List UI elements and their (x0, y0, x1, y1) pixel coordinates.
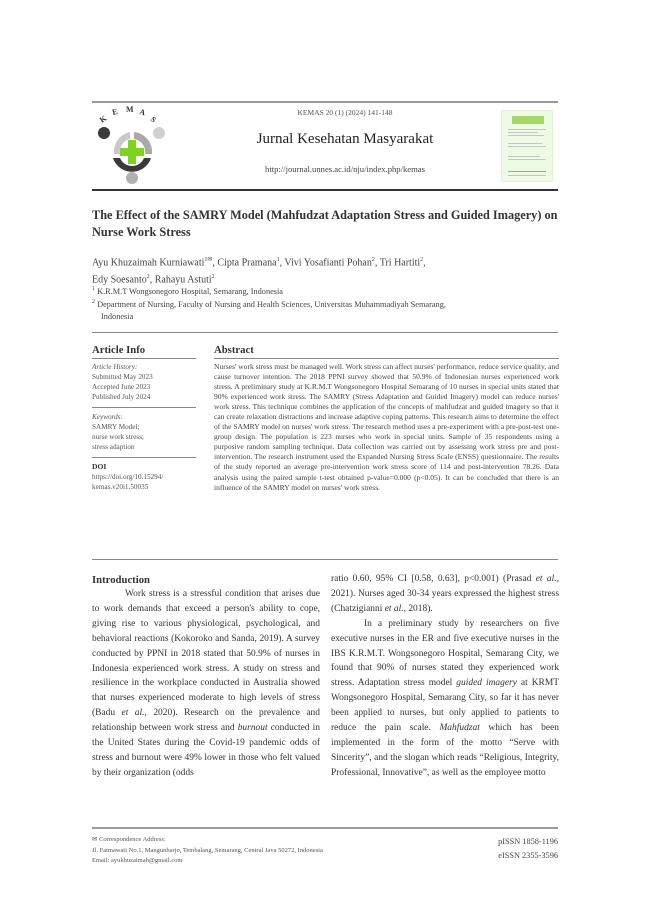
correspondence-address: Jl. Fatmawati No.1, Mangunharjo, Tembalang, Semarang, Central Java 50272, Indonesia (92, 846, 323, 854)
journal-cover-thumbnail (501, 110, 553, 182)
text-run: conducted in the United States during the Covid-19 pandemic odds of stress and burnout were 49% lower in those who felt valued by their organization (odds (92, 723, 320, 778)
doi-link[interactable]: https://doi.org/10.15294/ (92, 473, 164, 481)
text-run: , 2018). (403, 603, 433, 614)
abstract-text: Nurses' work stress must be managed well. Work stress can affect nurses' performance, reduce service quality, and cause turnover intention. The 2018 PPNI survey showed that 50.9% of Indonesian nurses experienced work stress. A preliminary study at K.R.M.T Wongsonegoro Hospital Semarang of 10 nurses in special units stated that 90% experienced work stress. The SAMRY (Stress Adaptation and Guided Imagery) model can reduce nurses' work stress. This technique combines the application of the concepts of mahfudzat and guided imagery so that it can create relaxation distractions and increase adaptive coping patterns. This research aims to determine the effect of the SAMRY model on nurses' work stress. The research method uses a pre-experiment with a pre-post-test one-group design. The population is 223 nurses who work in special units. Sample of 35 respondents using a purposive random sampling technique. Data collection was carried out by assessing work stress pre and post-intervention. The research instrument used the Expanded Nursing Stress Scale (ENSS) questionnaire. The results of the study reported an average pre-intervention work stress score of 114 and post-intervention 78.26. Data analysis using the paired sample t-test obtained p-value=0.000 (p<0.05). It can be concluded that there is an influence of the SAMRY model on nurses' work stress. (214, 362, 559, 492)
journal-url[interactable]: http://journal.unnes.ac.id/nju/index.php/kemas (265, 164, 425, 174)
abstract-panel (214, 344, 559, 493)
info-divider (92, 407, 196, 408)
text-run-italic: et al. (535, 574, 557, 584)
keywords-label: Keywords: (92, 413, 123, 421)
affiliation-number: 1 (92, 286, 95, 292)
logo-letter-s: S (148, 114, 158, 125)
text-run-italic: et al. (384, 603, 404, 614)
article-info-heading: Article Info (92, 344, 196, 359)
journal-name: Jurnal Kesehatan Masyarakat (256, 131, 434, 147)
introduction-heading: Introduction (92, 574, 151, 586)
author-name: Edy Soesanto (92, 274, 147, 286)
correspondence-block (92, 835, 432, 867)
accepted-date: Accepted June 2023 (92, 383, 151, 391)
submitted-date: Submitted May 2023 (92, 373, 153, 381)
article-info-panel (92, 344, 196, 492)
footer-rule (92, 827, 558, 829)
doi-label: DOI (92, 462, 107, 471)
body-paragraph (331, 617, 559, 781)
author-name: Rahayu Astuti (154, 274, 212, 286)
author-name: Vivi Yosafianti Pohan (284, 257, 372, 269)
author-name: Ayu Khuzaimah Kurniawati (92, 257, 205, 269)
text-run: ratio 0.60, 95% CI [0.58, 0.63], p<0.001) (Prasad (331, 574, 536, 584)
article-history (92, 362, 196, 402)
published-date: Published July 2024 (92, 393, 151, 401)
electronic-issn: eISSN 2355-3596 (498, 851, 558, 860)
keyword: stress adaption (92, 443, 135, 451)
journal-citation: KEMAS 20 (1) (2024) 141-148 (297, 108, 393, 117)
correspondence-label: Correspondence Address: (99, 836, 166, 843)
body-paragraph (92, 587, 320, 781)
text-run: Work stress is a stressful condition that arises due to work demands that exceed a person's ability to cope, giving rise to various physiological, psychological, and behavioral reactions (Kokoroko and Sanda, 2019). A survey conducted by PPNI in 2018 stated that 50.9% of nurses in Indonesia experienced work stress. A study on stress and resilience in the workplace conducted in Australia showed that nurses experienced moderate to high levels of stress (Badu (92, 589, 320, 719)
affiliation-text: K.R.M.T Wongsonegoro Hospital, Semarang, Indonesia (97, 286, 283, 296)
correspondence-email[interactable]: Email: ayukhuzaimah@gmail.com (92, 857, 183, 864)
affiliation-number: 2 (92, 299, 95, 305)
text-run: which has been implemented in the form of the motto “Serve with Sincerity”, and the slogan which reads “Religious, Integrity, Professional, Innovative”, as well as the employee motto (331, 723, 559, 778)
keyword: nurse work stress; (92, 433, 144, 441)
print-issn: pISSN 1858-1196 (498, 837, 558, 846)
article-history-label: Article History: (92, 363, 138, 371)
affiliation-2 (92, 296, 562, 323)
author-affil-sup: 2 (146, 274, 150, 281)
text-run-italic: et al. (121, 708, 145, 719)
logo-letter-k: K (97, 113, 109, 125)
author-affil-sup: 1✉ (204, 257, 213, 263)
logo-letter-e: E (111, 106, 119, 117)
header-top-rule (92, 101, 558, 103)
header-bottom-rule (92, 189, 558, 191)
keywords (92, 412, 196, 452)
doi-block (92, 462, 196, 492)
body-paragraph (331, 572, 559, 617)
keyword: SAMRY Model; (92, 423, 140, 431)
affiliation-text: Department of Nursing, Faculty of Nursing and Health Sciences, Universitas Muhammadiyah Semarang, (97, 299, 446, 309)
text-run-italic: burnout (237, 723, 268, 734)
info-divider (92, 457, 196, 458)
issn-block (455, 835, 558, 863)
text-run-italic: guided imagery (456, 678, 517, 689)
author-affil-sup: 1 (276, 257, 280, 263)
affiliation-text-continued: Indonesia (101, 311, 134, 321)
doi-link-continued[interactable]: kemas.v20i1.50035 (92, 483, 149, 491)
text-run: , 2020). Research on the prevalence and relationship between work stress and (92, 708, 320, 734)
logo-letter-m: M (126, 106, 134, 114)
author-affil-sup: 2 (371, 257, 375, 263)
text-run: In a preliminary study by researchers on five executive nurses in the ER and five executive nurses in the IBS K.R.M.T. Wongsonegoro Hospital, Semarang City, we found that 90% of nurses stated they experienced work stress. Adaptation stress model (331, 618, 559, 689)
author-name: Tri Hartiti (379, 257, 421, 269)
kemas-logo (96, 106, 168, 186)
author-name: Cipta Pramana (217, 257, 277, 269)
text-run: at KRMT Wongsonegoro Hospital, Semarang City, so far it has never been applied to nurses, but only applied to patients to reduce the pain scale. (331, 678, 559, 734)
author-affil-sup: 2 (211, 274, 215, 281)
abstract-heading: Abstract (214, 344, 559, 359)
logo-letter-a: A (138, 107, 147, 118)
text-run-italic: Mahfudzat (439, 723, 480, 734)
author-list: Ayu Khuzaimah Kurniawati$^{1✉}$, Cipta Pramana$^1$, Vivi Yosafianti Pohan$^2$, Tri Hartiti$^2$, Edy Soesanto$^2$, Rahayu Astuti$^2$ (92, 257, 426, 286)
text-run: , 2021). Nurses aged 30-34 years expressed the highest stress (Chatzigianni (331, 574, 559, 614)
envelope-icon: ✉ (92, 836, 98, 843)
body-column-right (331, 572, 559, 781)
paper-title: The Effect of the SAMRY Model (Mahfudzat Adaptation Stress and Guided Imagery) on Nurse Work Stress (92, 208, 558, 239)
body-column-left (92, 587, 320, 781)
section-divider (92, 559, 558, 560)
section-divider (92, 332, 558, 333)
author-affil-sup: 2 (420, 257, 424, 263)
